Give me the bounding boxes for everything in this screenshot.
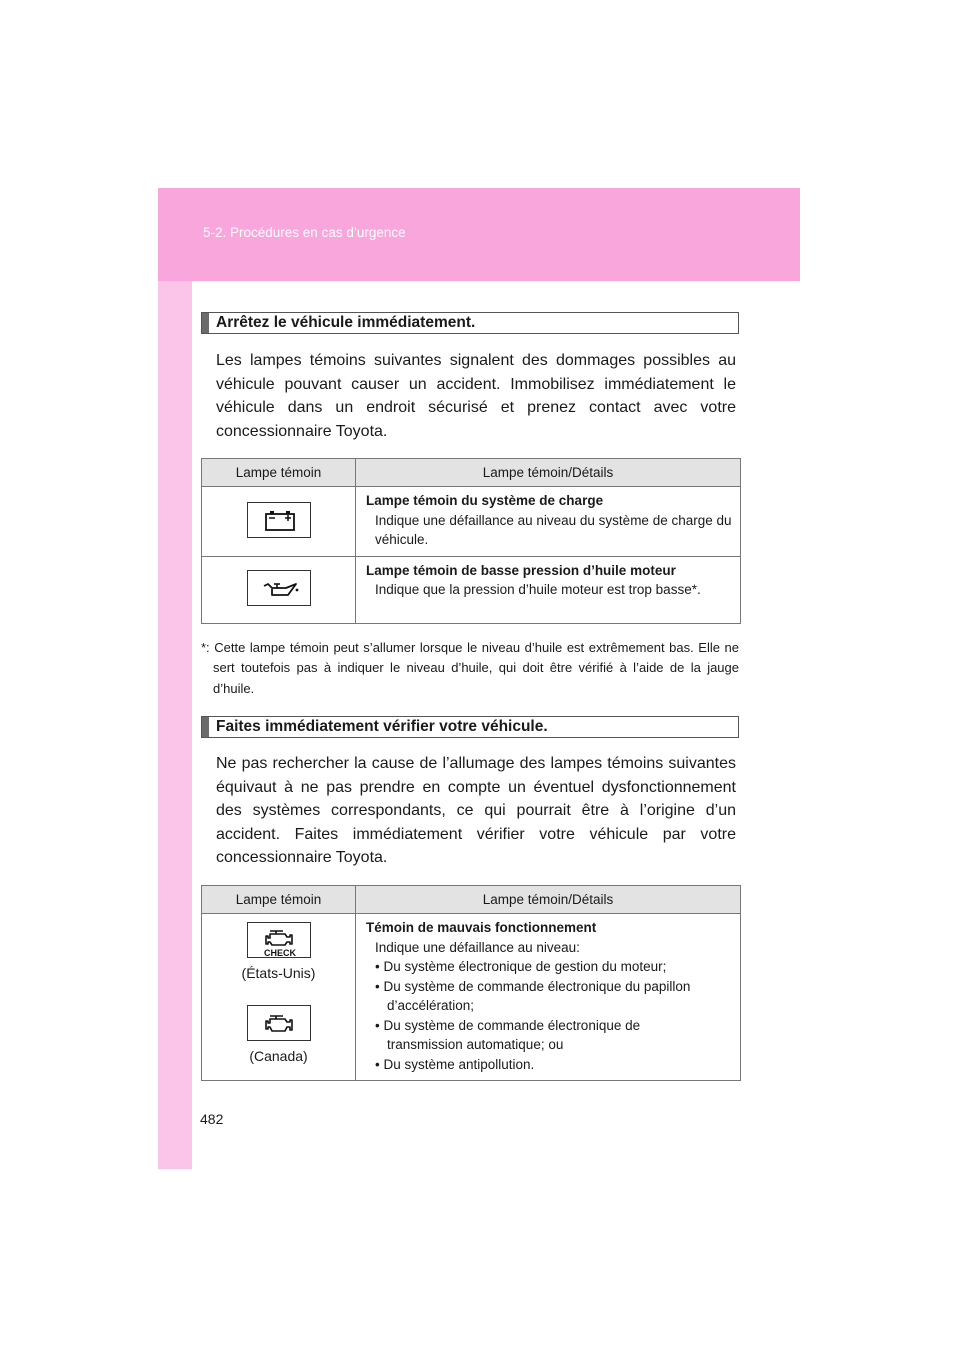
intro-paragraph-check: Ne pas rechercher la cause de l’allumage des lampes témoins suivantes équivaut à ne pas prendre en compte un éventuel dysfonctionnement des systèmes correspondants, ce qui pourrait être à l’origine d’un accident. Faites immédiatement vérifier votre véhicule par votre concessionnaire Toyota.: [216, 755, 736, 867]
lamp-description: Indique une défaillance au niveau:: [375, 939, 580, 955]
table-row: [202, 914, 741, 1081]
check-engine-icon: [247, 922, 311, 958]
column-header: Lampe témoin: [202, 886, 356, 914]
table-header: [202, 886, 741, 914]
table-row: [202, 487, 741, 557]
table-header: [202, 459, 741, 487]
page-number: 482: [200, 1111, 224, 1127]
icon-cell: [202, 556, 356, 623]
lamp-description: Indique une défaillance au niveau du système de charge du véhicule.: [375, 512, 732, 547]
lamp-title: Lampe témoin du système de charge: [366, 493, 604, 508]
section-title: 5-2. Procédures en cas d’urgence: [203, 225, 406, 240]
lamp-description: Indique que la pression d’huile moteur est trop basse*.: [375, 582, 701, 597]
list-item: • Du système de commande électronique du papillon d’accélération;: [375, 978, 691, 1013]
icon-cell: [202, 914, 356, 1081]
description-cell: [356, 914, 741, 1081]
check-badge-text: CHECK: [263, 948, 296, 958]
list-item: • Du système antipollution.: [375, 1056, 535, 1072]
description-cell: [356, 487, 741, 557]
list-item: • Du système de commande électronique de transmission automatique; ou: [375, 1017, 641, 1052]
warning-lamp-table-1: [201, 458, 741, 624]
warning-lamp-table-2: [201, 885, 741, 1081]
region-label: (Canada): [249, 1048, 308, 1064]
section-heading-check: [201, 716, 739, 738]
column-header: Lampe témoin/Détails: [356, 459, 741, 487]
side-margin-band: [158, 281, 192, 1169]
section-heading-stop: [201, 312, 739, 334]
oil-can-icon: [247, 570, 311, 606]
heading-bar: [202, 717, 209, 737]
lamp-title: Témoin de mauvais fonctionnement: [366, 920, 597, 935]
heading-text: Faites immédiatement vérifier votre véhicule.: [216, 718, 548, 735]
region-label: (États-Unis): [241, 965, 316, 981]
lamp-title: Lampe témoin de basse pression d’huile moteur: [366, 562, 676, 578]
engine-icon: [247, 1005, 311, 1041]
table-row: [202, 556, 741, 623]
footnote-text: *: Cette lampe témoin peut s’allumer lorsque le niveau d’huile est extrêmement bas. Elle ne sert toutefois pas à indiquer le niveau d’huile, qui doit être vérifié à l’aide de la jauge d’huile.: [201, 640, 739, 696]
list-item: • Du système électronique de gestion du moteur;: [375, 959, 667, 974]
icon-cell: [202, 487, 356, 557]
description-cell: [356, 556, 741, 623]
intro-paragraph-stop: Les lampes témoins suivantes signalent des dommages possibles au véhicule pouvant causer un accident. Immobilisez immédiatement le véhicule dans un endroit sécurisé et prenez contact avec votre concessionnaire Toyota.: [216, 352, 736, 440]
column-header: Lampe témoin/Détails: [356, 886, 741, 914]
heading-text: Arrêtez le véhicule immédiatement.: [216, 314, 476, 331]
battery-icon: [247, 502, 311, 538]
column-header: Lampe témoin: [202, 459, 356, 487]
heading-bar: [202, 313, 209, 333]
footnote: [201, 638, 739, 699]
